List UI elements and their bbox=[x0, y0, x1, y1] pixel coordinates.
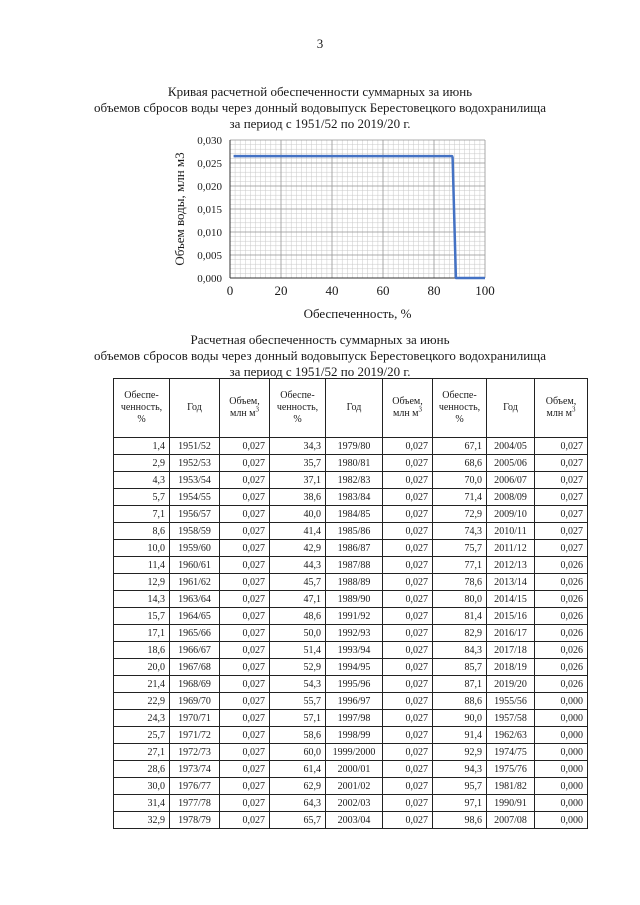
cell-year: 1957/58 bbox=[487, 710, 535, 727]
cell-probability: 18,6 bbox=[114, 642, 170, 659]
cell-year: 1996/97 bbox=[326, 693, 383, 710]
header-probability: Обеспе- ченность, % bbox=[114, 379, 170, 438]
table-title-line: объемов сбросов воды через донный водовыпуск Берестовецкого водохранилища bbox=[94, 348, 546, 363]
cell-year: 1989/90 bbox=[326, 591, 383, 608]
header-year: Год bbox=[487, 379, 535, 438]
table-row bbox=[114, 540, 588, 557]
header-probability: Обеспе- ченность, % bbox=[270, 379, 326, 438]
cell-volume: 0,027 bbox=[220, 693, 270, 710]
cell-probability: 44,3 bbox=[270, 557, 326, 574]
cell-volume: 0,027 bbox=[383, 659, 433, 676]
header-volume: Объем, млн $м^3$ bbox=[535, 379, 588, 438]
cell-volume: 0,027 bbox=[220, 489, 270, 506]
cell-year: 1967/68 bbox=[170, 659, 220, 676]
cell-volume: 0,000 bbox=[535, 727, 588, 744]
x-tick-label: 0 bbox=[226, 283, 234, 298]
cell-year: 1964/65 bbox=[170, 608, 220, 625]
cell-probability: 94,3 bbox=[433, 761, 487, 778]
cell-volume: 0,027 bbox=[383, 438, 433, 455]
cell-probability: 80,0 bbox=[433, 591, 487, 608]
y-tick-label: 0,030 bbox=[197, 135, 222, 147]
cell-volume: 0,027 bbox=[383, 608, 433, 625]
probability-curve-chart bbox=[150, 128, 510, 324]
cell-probability: 87,1 bbox=[433, 676, 487, 693]
cell-volume: 0,027 bbox=[535, 438, 588, 455]
cell-year: 1983/84 bbox=[326, 489, 383, 506]
cell-probability: 92,9 bbox=[433, 744, 487, 761]
cell-year: 2008/09 bbox=[487, 489, 535, 506]
cell-volume: 0,027 bbox=[535, 472, 588, 489]
cell-volume: 0,026 bbox=[535, 625, 588, 642]
cell-probability: 77,1 bbox=[433, 557, 487, 574]
cell-year: 1976/77 bbox=[170, 778, 220, 795]
cell-probability: 98,6 bbox=[433, 812, 487, 829]
table-row bbox=[114, 761, 588, 778]
cell-volume: 0,027 bbox=[383, 574, 433, 591]
cell-volume: 0,027 bbox=[535, 455, 588, 472]
cell-volume: 0,027 bbox=[383, 642, 433, 659]
cell-volume: 0,027 bbox=[220, 540, 270, 557]
table-title bbox=[60, 332, 580, 380]
cell-probability: 37,1 bbox=[270, 472, 326, 489]
cell-year: 1992/93 bbox=[326, 625, 383, 642]
cell-probability: 35,7 bbox=[270, 455, 326, 472]
cell-probability: 45,7 bbox=[270, 574, 326, 591]
cell-probability: 10,0 bbox=[114, 540, 170, 557]
cell-year: 1975/76 bbox=[487, 761, 535, 778]
cell-year: 1982/83 bbox=[326, 472, 383, 489]
table-title-line: Расчетная обеспеченность суммарных за июнь bbox=[190, 332, 450, 347]
cell-volume: 0,027 bbox=[383, 693, 433, 710]
cell-probability: 91,4 bbox=[433, 727, 487, 744]
cell-year: 2002/03 bbox=[326, 795, 383, 812]
cell-probability: 4,3 bbox=[114, 472, 170, 489]
cell-year: 1981/82 bbox=[487, 778, 535, 795]
cell-probability: 88,6 bbox=[433, 693, 487, 710]
cell-probability: 17,1 bbox=[114, 625, 170, 642]
cell-year: 2001/02 bbox=[326, 778, 383, 795]
cell-probability: 70,0 bbox=[433, 472, 487, 489]
table-title-line: за период с 1951/52 по 2019/20 г. bbox=[229, 364, 411, 379]
cell-year: 1965/66 bbox=[170, 625, 220, 642]
cell-probability: 62,9 bbox=[270, 778, 326, 795]
cell-volume: 0,000 bbox=[535, 778, 588, 795]
cell-volume: 0,027 bbox=[220, 761, 270, 778]
chart-title-line: объемов сбросов воды через донный водовыпуск Берестовецкого водохранилища bbox=[94, 100, 546, 115]
cell-volume: 0,027 bbox=[383, 557, 433, 574]
cell-volume: 0,027 bbox=[220, 727, 270, 744]
cell-year: 1978/79 bbox=[170, 812, 220, 829]
y-tick-label: 0,010 bbox=[197, 227, 222, 239]
cell-year: 1988/89 bbox=[326, 574, 383, 591]
cell-volume: 0,027 bbox=[383, 489, 433, 506]
cell-year: 2004/05 bbox=[487, 438, 535, 455]
cell-volume: 0,027 bbox=[383, 506, 433, 523]
cell-volume: 0,027 bbox=[220, 523, 270, 540]
cell-year: 1966/67 bbox=[170, 642, 220, 659]
cell-year: 2016/17 bbox=[487, 625, 535, 642]
x-tick-label: 60 bbox=[376, 283, 390, 298]
cell-year: 1963/64 bbox=[170, 591, 220, 608]
cell-probability: 32,9 bbox=[114, 812, 170, 829]
cell-year: 1991/92 bbox=[326, 608, 383, 625]
cell-volume: 0,026 bbox=[535, 659, 588, 676]
cell-volume: 0,027 bbox=[220, 625, 270, 642]
cell-probability: 8,6 bbox=[114, 523, 170, 540]
table-row bbox=[114, 625, 588, 642]
cell-year: 1974/75 bbox=[487, 744, 535, 761]
cell-probability: 48,6 bbox=[270, 608, 326, 625]
cell-year: 1960/61 bbox=[170, 557, 220, 574]
cell-volume: 0,027 bbox=[220, 659, 270, 676]
chart-title bbox=[60, 84, 580, 132]
cell-volume: 0,027 bbox=[383, 676, 433, 693]
cell-probability: 24,3 bbox=[114, 710, 170, 727]
cell-year: 2006/07 bbox=[487, 472, 535, 489]
cell-volume: 0,027 bbox=[220, 591, 270, 608]
cell-probability: 81,4 bbox=[433, 608, 487, 625]
cell-year: 2007/08 bbox=[487, 812, 535, 829]
header-probability: Обеспе- ченность, % bbox=[433, 379, 487, 438]
cell-probability: 75,7 bbox=[433, 540, 487, 557]
table-row bbox=[114, 506, 588, 523]
cell-year: 1998/99 bbox=[326, 727, 383, 744]
cell-volume: 0,027 bbox=[535, 489, 588, 506]
page-number: 3 bbox=[316, 36, 324, 51]
cell-year: 2003/04 bbox=[326, 812, 383, 829]
cell-volume: 0,027 bbox=[383, 710, 433, 727]
cell-volume: 0,000 bbox=[535, 710, 588, 727]
cell-year: 1999/2000 bbox=[326, 744, 383, 761]
x-tick-label: 20 bbox=[274, 283, 288, 298]
cell-volume: 0,027 bbox=[535, 540, 588, 557]
cell-volume: 0,027 bbox=[383, 761, 433, 778]
cell-probability: 67,1 bbox=[433, 438, 487, 455]
probability-table bbox=[113, 378, 588, 829]
cell-year: 2010/11 bbox=[487, 523, 535, 540]
cell-year: 2017/18 bbox=[487, 642, 535, 659]
cell-volume: 0,027 bbox=[535, 523, 588, 540]
cell-year: 1961/62 bbox=[170, 574, 220, 591]
cell-year: 1987/88 bbox=[326, 557, 383, 574]
y-tick-label: 0,025 bbox=[197, 158, 222, 170]
cell-probability: 90,0 bbox=[433, 710, 487, 727]
cell-year: 1951/52 bbox=[170, 438, 220, 455]
cell-volume: 0,027 bbox=[383, 625, 433, 642]
cell-probability: 14,3 bbox=[114, 591, 170, 608]
x-tick-label: 100 bbox=[475, 283, 495, 298]
y-axis-label: Объем воды, млн м3 bbox=[172, 152, 187, 266]
cell-volume: 0,027 bbox=[220, 608, 270, 625]
cell-volume: 0,027 bbox=[383, 795, 433, 812]
cell-probability: 25,7 bbox=[114, 727, 170, 744]
cell-volume: 0,026 bbox=[535, 574, 588, 591]
cell-probability: 71,4 bbox=[433, 489, 487, 506]
cell-volume: 0,027 bbox=[220, 557, 270, 574]
cell-year: 1986/87 bbox=[326, 540, 383, 557]
cell-probability: 97,1 bbox=[433, 795, 487, 812]
cell-probability: 84,3 bbox=[433, 642, 487, 659]
cell-volume: 0,027 bbox=[220, 642, 270, 659]
cell-probability: 11,4 bbox=[114, 557, 170, 574]
cell-volume: 0,027 bbox=[220, 438, 270, 455]
cell-year: 1985/86 bbox=[326, 523, 383, 540]
cell-probability: 82,9 bbox=[433, 625, 487, 642]
table-row bbox=[114, 557, 588, 574]
cell-year: 2009/10 bbox=[487, 506, 535, 523]
cell-probability: 61,4 bbox=[270, 761, 326, 778]
cell-year: 2018/19 bbox=[487, 659, 535, 676]
cell-probability: 68,6 bbox=[433, 455, 487, 472]
header-volume: Объем, млн $м^3$ bbox=[220, 379, 270, 438]
y-tick-label: 0,015 bbox=[197, 204, 222, 216]
table-row bbox=[114, 455, 588, 472]
cell-volume: 0,000 bbox=[535, 761, 588, 778]
table-row bbox=[114, 438, 588, 455]
cell-volume: 0,027 bbox=[220, 744, 270, 761]
cell-volume: 0,027 bbox=[383, 455, 433, 472]
cell-year: 1973/74 bbox=[170, 761, 220, 778]
cell-probability: 50,0 bbox=[270, 625, 326, 642]
y-tick-label: 0,005 bbox=[197, 250, 222, 262]
cell-probability: 7,1 bbox=[114, 506, 170, 523]
cell-probability: 38,6 bbox=[270, 489, 326, 506]
cell-year: 1979/80 bbox=[326, 438, 383, 455]
cell-volume: 0,027 bbox=[220, 455, 270, 472]
cell-volume: 0,027 bbox=[383, 591, 433, 608]
cell-year: 1994/95 bbox=[326, 659, 383, 676]
table-row bbox=[114, 642, 588, 659]
cell-volume: 0,027 bbox=[220, 574, 270, 591]
cell-probability: 20,0 bbox=[114, 659, 170, 676]
x-tick-label: 40 bbox=[325, 283, 339, 298]
cell-probability: 51,4 bbox=[270, 642, 326, 659]
cell-year: 1997/98 bbox=[326, 710, 383, 727]
cell-probability: 1,4 bbox=[114, 438, 170, 455]
table-row bbox=[114, 659, 588, 676]
cell-volume: 0,026 bbox=[535, 642, 588, 659]
cell-year: 1968/69 bbox=[170, 676, 220, 693]
cell-year: 1962/63 bbox=[487, 727, 535, 744]
cell-year: 1995/96 bbox=[326, 676, 383, 693]
cell-volume: 0,027 bbox=[383, 744, 433, 761]
cell-volume: 0,027 bbox=[383, 727, 433, 744]
table-row bbox=[114, 608, 588, 625]
header-year: Год bbox=[326, 379, 383, 438]
table-row bbox=[114, 693, 588, 710]
cell-probability: 30,0 bbox=[114, 778, 170, 795]
cell-probability: 52,9 bbox=[270, 659, 326, 676]
cell-year: 1959/60 bbox=[170, 540, 220, 557]
cell-year: 1990/91 bbox=[487, 795, 535, 812]
table-row bbox=[114, 574, 588, 591]
table-row bbox=[114, 795, 588, 812]
y-tick-label: 0,020 bbox=[197, 181, 222, 193]
chart-title-line: за период с 1951/52 по 2019/20 г. bbox=[229, 116, 411, 131]
cell-probability: 41,4 bbox=[270, 523, 326, 540]
table-row bbox=[114, 812, 588, 829]
cell-probability: 64,3 bbox=[270, 795, 326, 812]
table-row bbox=[114, 472, 588, 489]
cell-volume: 0,026 bbox=[535, 557, 588, 574]
cell-volume: 0,000 bbox=[535, 795, 588, 812]
cell-volume: 0,027 bbox=[220, 506, 270, 523]
cell-probability: 34,3 bbox=[270, 438, 326, 455]
cell-volume: 0,000 bbox=[535, 693, 588, 710]
cell-probability: 12,9 bbox=[114, 574, 170, 591]
table-row bbox=[114, 591, 588, 608]
cell-volume: 0,027 bbox=[220, 812, 270, 829]
cell-year: 2011/12 bbox=[487, 540, 535, 557]
cell-volume: 0,000 bbox=[535, 744, 588, 761]
y-tick-label: 0,000 bbox=[197, 273, 222, 285]
cell-probability: 47,1 bbox=[270, 591, 326, 608]
cell-volume: 0,027 bbox=[220, 795, 270, 812]
cell-volume: 0,027 bbox=[383, 472, 433, 489]
cell-year: 1984/85 bbox=[326, 506, 383, 523]
cell-probability: 28,6 bbox=[114, 761, 170, 778]
cell-year: 1958/59 bbox=[170, 523, 220, 540]
cell-year: 2012/13 bbox=[487, 557, 535, 574]
cell-volume: 0,027 bbox=[220, 676, 270, 693]
cell-year: 2019/20 bbox=[487, 676, 535, 693]
cell-probability: 57,1 bbox=[270, 710, 326, 727]
cell-probability: 21,4 bbox=[114, 676, 170, 693]
cell-year: 1953/54 bbox=[170, 472, 220, 489]
cell-volume: 0,026 bbox=[535, 591, 588, 608]
cell-probability: 60,0 bbox=[270, 744, 326, 761]
cell-probability: 72,9 bbox=[433, 506, 487, 523]
table-row bbox=[114, 744, 588, 761]
cell-probability: 58,6 bbox=[270, 727, 326, 744]
cell-volume: 0,027 bbox=[220, 472, 270, 489]
table-row bbox=[114, 727, 588, 744]
cell-probability: 95,7 bbox=[433, 778, 487, 795]
table-row bbox=[114, 710, 588, 727]
cell-year: 1954/55 bbox=[170, 489, 220, 506]
cell-probability: 15,7 bbox=[114, 608, 170, 625]
cell-year: 1993/94 bbox=[326, 642, 383, 659]
cell-probability: 40,0 bbox=[270, 506, 326, 523]
cell-probability: 5,7 bbox=[114, 489, 170, 506]
cell-volume: 0,027 bbox=[383, 540, 433, 557]
chart-title-line: Кривая расчетной обеспеченности суммарных за июнь bbox=[167, 84, 473, 99]
cell-volume: 0,027 bbox=[383, 778, 433, 795]
cell-year: 1980/81 bbox=[326, 455, 383, 472]
cell-year: 1955/56 bbox=[487, 693, 535, 710]
cell-probability: 27,1 bbox=[114, 744, 170, 761]
table-row bbox=[114, 676, 588, 693]
cell-year: 2013/14 bbox=[487, 574, 535, 591]
cell-year: 1952/53 bbox=[170, 455, 220, 472]
cell-year: 2014/15 bbox=[487, 591, 535, 608]
cell-probability: 85,7 bbox=[433, 659, 487, 676]
cell-probability: 78,6 bbox=[433, 574, 487, 591]
x-axis-label: Обеспеченность, % bbox=[303, 306, 412, 321]
cell-volume: 0,027 bbox=[220, 710, 270, 727]
cell-probability: 22,9 bbox=[114, 693, 170, 710]
table-row bbox=[114, 523, 588, 540]
cell-year: 1956/57 bbox=[170, 506, 220, 523]
cell-probability: 74,3 bbox=[433, 523, 487, 540]
cell-year: 1977/78 bbox=[170, 795, 220, 812]
header-year: Год bbox=[170, 379, 220, 438]
cell-probability: 54,3 bbox=[270, 676, 326, 693]
cell-volume: 0,026 bbox=[535, 608, 588, 625]
cell-year: 2005/06 bbox=[487, 455, 535, 472]
cell-year: 2015/16 bbox=[487, 608, 535, 625]
cell-probability: 2,9 bbox=[114, 455, 170, 472]
cell-year: 1972/73 bbox=[170, 744, 220, 761]
cell-volume: 0,000 bbox=[535, 812, 588, 829]
cell-probability: 55,7 bbox=[270, 693, 326, 710]
table-body bbox=[114, 438, 588, 829]
cell-probability: 42,9 bbox=[270, 540, 326, 557]
table-header-row bbox=[114, 379, 588, 438]
cell-volume: 0,027 bbox=[535, 506, 588, 523]
x-tick-label: 80 bbox=[427, 283, 441, 298]
cell-year: 1970/71 bbox=[170, 710, 220, 727]
table-row bbox=[114, 778, 588, 795]
cell-volume: 0,027 bbox=[383, 523, 433, 540]
header-volume: Объем, млн $м^3$ bbox=[383, 379, 433, 438]
cell-year: 1971/72 bbox=[170, 727, 220, 744]
cell-year: 1969/70 bbox=[170, 693, 220, 710]
cell-probability: 31,4 bbox=[114, 795, 170, 812]
cell-volume: 0,026 bbox=[535, 676, 588, 693]
table-row bbox=[114, 489, 588, 506]
cell-volume: 0,027 bbox=[220, 778, 270, 795]
cell-probability: 65,7 bbox=[270, 812, 326, 829]
cell-year: 2000/01 bbox=[326, 761, 383, 778]
cell-volume: 0,027 bbox=[383, 812, 433, 829]
